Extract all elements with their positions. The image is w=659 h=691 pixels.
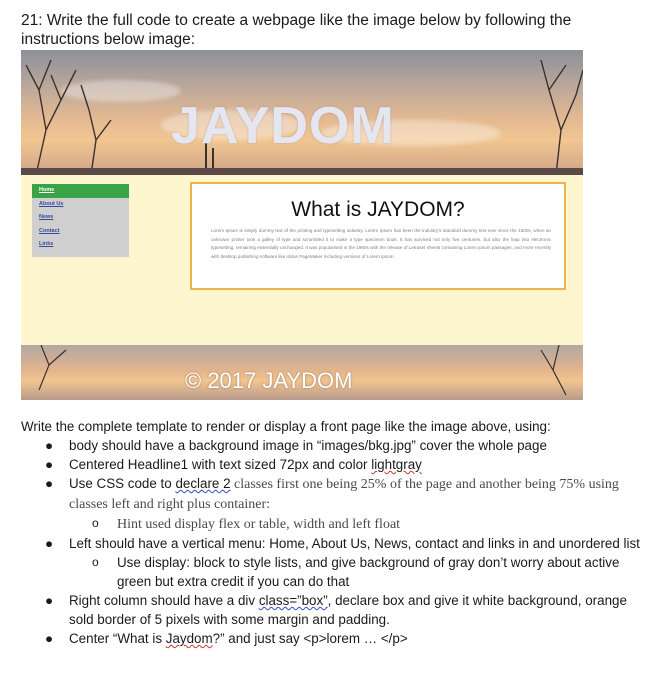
instruction-bullet: ● Center “What is Jaydom?” and just say <p>lorem … </p> [45,631,408,646]
content-area [21,175,583,345]
instructions-intro: Write the complete template to render or display a front page like the image above, using: [21,419,551,434]
box-text: Lorem Ipsum is simply dummy text of the printing and typesetting industry. Lorem Ipsum has been the industry's standard dummy text ever since the 1500s, when an unknown printer took a galley of type and scrambled it to make a type specimen book. It has survived not only five centuries, but also the leap into electronic typesetting, remaining essentially unchanged. It was popularised in the 1960s with the release of Letraset sheets containing Lorem Ipsum passages, and more recently with desktop publishing software like Aldus PageMaker including versions of Lorem Ipsum. [211,228,551,259]
box-title: What is JAYDOM? [291,198,465,221]
menu-item-news[interactable]: News [39,214,54,220]
question-title: 21: Write the full code to create a webpage like the image below by following the instructions below image: [21,12,572,48]
instruction-bullet: ● body should have a background image in “images/bkg.jpg” cover the whole page [45,438,547,453]
header-sky-image [21,50,583,175]
header-logo: JAYDOM [171,97,395,155]
menu-item-about[interactable]: About Us [39,200,64,207]
instruction-sub-bullet: o Hint used display flex or table, width and left float [92,516,401,532]
instruction-sub-bullet: o Use display: block to style lists, and give background of gray don’t worry about active green but extra credit if you can do that [92,555,620,589]
webpage-example-image [21,50,583,400]
vertical-menu [32,184,129,257]
menu-item-contact[interactable]: Contact [39,227,60,234]
menu-item-links[interactable]: Links [39,241,54,247]
instruction-bullet: ● Use CSS code to declare 2 classes first one being 25% of the page and another being 75% using classes left and right plus container: [45,476,619,512]
instruction-list [21,436,651,648]
content-box [190,182,566,290]
instructions [21,417,651,648]
instruction-bullet: ● Right column should have a div class=”box”, declare box and give it white background, orange sold border of 5 pixels with some margin and padding. [45,593,627,627]
menu-item-home[interactable]: Home [32,184,129,198]
instruction-bullet: ● Left should have a vertical menu: Home, About Us, News, contact and links in and unordered list [45,536,640,551]
footer-copyright: © 2017 JAYDOM [185,368,353,393]
instruction-bullet: ● Centered Headline1 with text sized 72px and color lightgray [45,457,422,472]
